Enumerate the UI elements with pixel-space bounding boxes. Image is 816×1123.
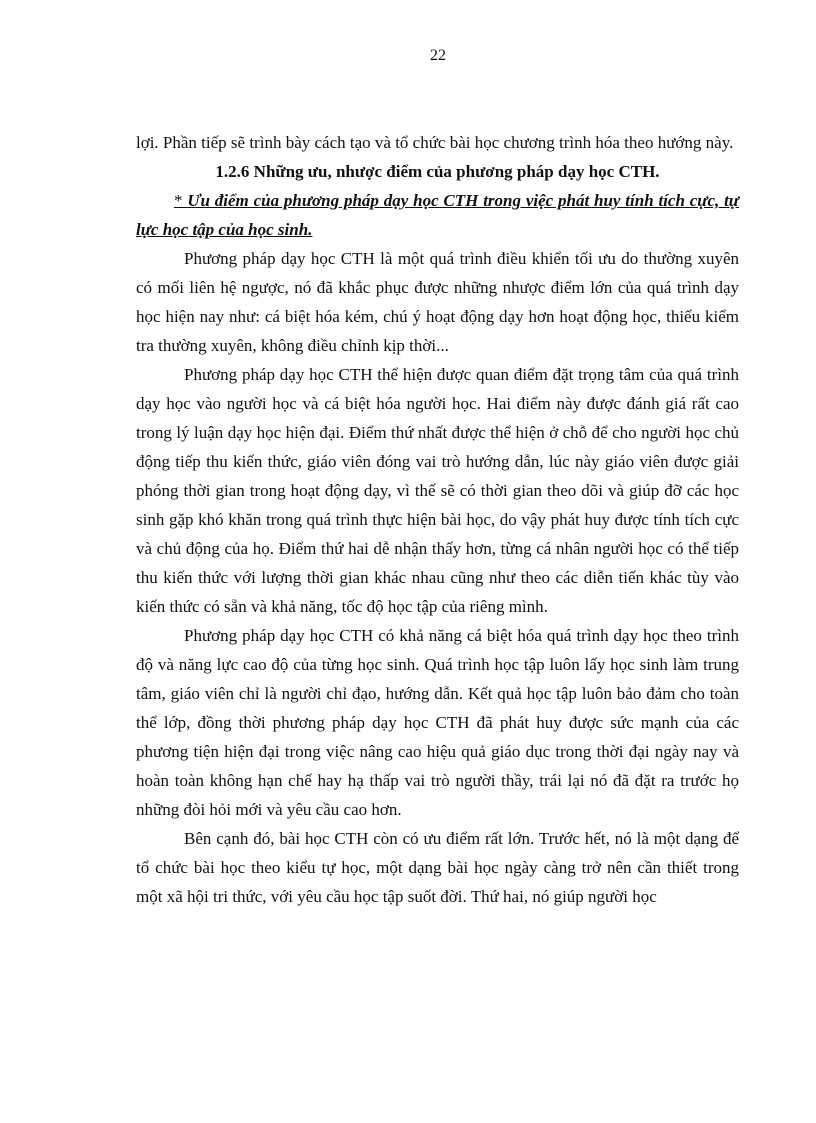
document-body (136, 128, 739, 911)
body-paragraph-4: Bên cạnh đó, bài học CTH còn có ưu điểm rất lớn. Trước hết, nó là một dạng để tổ chức bài học theo kiểu tự học, một dạng bài học ngày càng trở nên cần thiết trong một xã hội tri thức, với yêu cầu học tập suốt đời. Thứ hai, nó giúp người học (136, 829, 739, 906)
subheading (136, 186, 739, 244)
subheading-marker: * (174, 191, 183, 210)
body-paragraph-3: Phương pháp dạy học CTH có khả năng cá biệt hóa quá trình dạy học theo trình độ và năng lực cao độ của từng học sinh. Quá trình học tập luôn lấy học sinh làm trung tâm, giáo viên chỉ là người chỉ đạo, hướng dẫn. Kết quả học tập luôn bảo đảm cho toàn thể lớp, đồng thời phương pháp dạy học CTH đã phát huy được sức mạnh của các phương tiện hiện đại trong việc nâng cao hiệu quả giáo dục trong thời đại ngày nay và hoàn toàn không hạn chế hay hạ thấp vai trò người thầy, trái lại nó đã đặt ra trước họ những đòi hỏi mới và yêu cầu cao hơn. (136, 626, 739, 819)
body-paragraph-2: Phương pháp dạy học CTH thể hiện được quan điểm đặt trọng tâm của quá trình dạy học vào người học và cá biệt hóa người học. Hai điểm này được đánh giá rất cao trong lý luận dạy học hiện đại. Điểm thứ nhất được thể hiện ở chỗ để cho người học chủ động tiếp thu kiến thức, giáo viên đóng vai trò hướng dẫn, lúc này giáo viên được giải phóng thời gian trong hoạt động dạy, vì thế sẽ có thời gian theo dõi và giúp đỡ các học sinh gặp khó khăn trong quá trình thực hiện bài học, do vậy phát huy được tính tích cực và chủ động của họ. Điểm thứ hai dễ nhận thấy hơn, từng cá nhân người học có thể tiếp thu kiến thức với lượng thời gian khác nhau cũng như theo các diễn tiến khác tùy vào kiến thức có sẵn và khả năng, tốc độ học tập của riêng mình. (136, 365, 739, 616)
subheading-text: Ưu điểm của phương pháp dạy học CTH trong việc phát huy tính tích cực, tự lực học tập của học sinh. (136, 191, 739, 239)
page-number: 22 (430, 47, 446, 64)
continued-paragraph: lợi. Phần tiếp sẽ trình bày cách tạo và tổ chức bài học chương trình hóa theo hướng này. (136, 133, 734, 152)
body-paragraph-1: Phương pháp dạy học CTH là một quá trình điều khiển tối ưu do thường xuyên có mối liên hệ ngược, nó đã khắc phục được những nhược điểm lớn của quá trình dạy học hiện nay như: cá biệt hóa kém, chú ý hoạt động dạy hơn hoạt động học, thiếu kiểm tra thường xuyên, không điều chỉnh kịp thời... (136, 249, 739, 355)
section-heading: 1.2.6 Những ưu, nhược điểm của phương pháp dạy học CTH. (215, 162, 660, 181)
